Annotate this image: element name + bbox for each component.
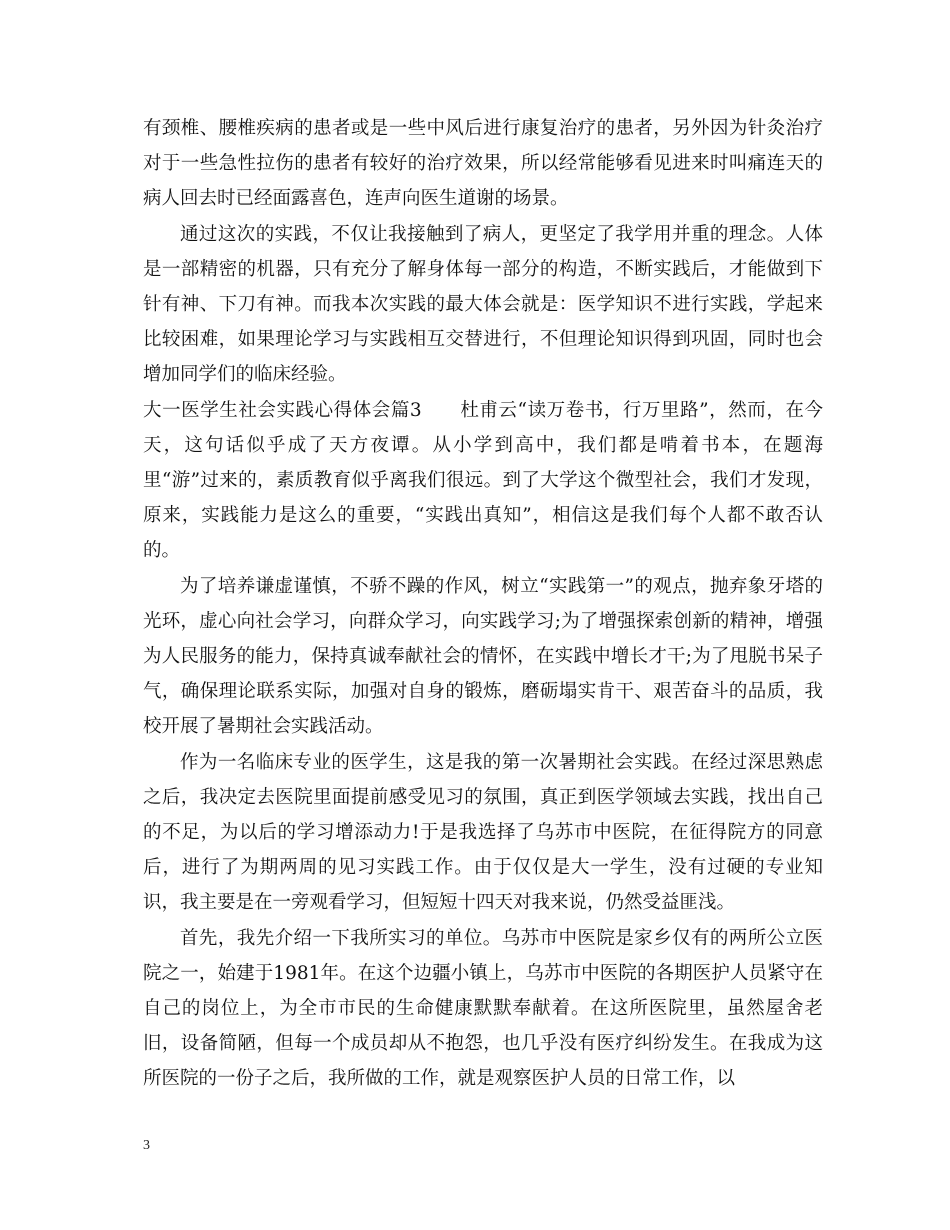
page-number: 3 <box>143 1138 150 1153</box>
paragraph-hospital-choice: 作为一名临床专业的医学生，这是我的第一次暑期社会实践。在经过深思熟虑之后，我决定去医院里面提前感受见习的氛围，真正到医学领域去实践，找出自己的不足，为以后的学习增添动力!于是我选择了乌苏市中医院，在征得院方的同意后，进行了为期两周的见习实践工作。由于仅仅是大一学生，没有过硬的专业知识，我主要是在一旁观看学习，但短短十四天对我来说，仍然受益匪浅。 <box>143 751 823 914</box>
paragraph-article-3-intro: 大一医学生社会实践心得体会篇3 杜甫云“读万卷书，行万里路”，然而，在今天，这句话似乎成了天方夜谭。从小学到高中，我们都是啃着书本，在题海里“游”过来的，素质教育似乎离我们很远。到了大学这个微型社会，我们才发现，原来，实践能力是这么的重要，“实践出真知”，相信这是我们每个人都不敢否认的。 <box>143 399 823 562</box>
paragraph-continued: 有颈椎、腰椎疾病的患者或是一些中风后进行康复治疗的患者，另外因为针灸治疗对于一些急性拉伤的患者有较好的治疗效果，所以经常能够看见进来时叫痛连天的病人回去时已经面露喜色，连声向医生道谢的场景。 <box>143 118 823 210</box>
document-body <box>143 111 823 1097</box>
paragraph-practice-reflection: 通过这次的实践，不仅让我接触到了病人，更坚定了我学用并重的理念。人体是一部精密的机器，只有充分了解身体每一部分的构造，不断实践后，才能做到下针有神、下刀有神。而我本次实践的最大体会就是：医学知识不进行实践，学起来比较困难，如果理论学习与实践相互交替进行，不但理论知识得到巩固，同时也会增加同学们的临床经验。 <box>143 223 823 386</box>
paragraph-practice-purpose: 为了培养谦虚谨慎，不骄不躁的作风，树立“实践第一”的观点，抛弃象牙塔的光环，虚心向社会学习，向群众学习，向实践学习;为了增强探索创新的精神，增强为人民服务的能力，保持真诚奉献社会的情怀，在实践中增长才干;为了甩脱书呆子气，确保理论联系实际，加强对自身的锻炼，磨砺塌实肯干、艰苦奋斗的品质，我校开展了暑期社会实践活动。 <box>143 575 823 738</box>
paragraph-hospital-intro: 首先，我先介绍一下我所实习的单位。乌苏市中医院是家乡仅有的两所公立医院之一，始建于1981年。在这个边疆小镇上，乌苏市中医院的各期医护人员紧守在自己的岗位上，为全市市民的生命健康默默奉献着。在这所医院里，虽然屋舍老旧，设备简陋，但每一个成员却从不抱怨，也几乎没有医疗纠纷发生。在我成为这所医院的一份子之后，我所做的工作，就是观察医护人员的日常工作，以 <box>143 927 823 1090</box>
